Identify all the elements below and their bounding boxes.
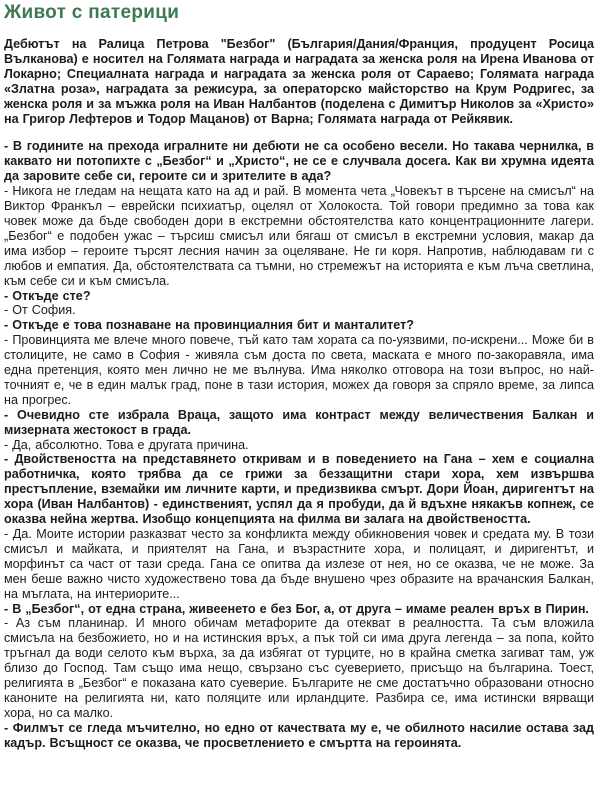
- article-intro: Дебютът на Ралица Петрова "Безбог" (България/Дания/Франция, продуцент Росица Вълканова) е носител на Голямата награда и наградата за женска роля на Ирена Иванова от Локарно; Специалната награда и наградата за женска роля от Сараево; Голямата награда «Златна роза», наградата за режисура, за операторско майсторство на Крум Родригес, за женска роля и за мъжка роля на Иван Налбантов (поделена с Димитър Николов за «Христо» на Григор Лефтеров и Тодор Мацанов) от Варна; Голямата награда от Рейкявик.: [4, 37, 594, 126]
- qa-list: [4, 139, 594, 750]
- question-paragraph: - Очевидно сте избрала Враца, защото има контраст между величествения Балкан и мизерната жестокост в града.: [4, 407, 594, 437]
- question-paragraph: - В „Безбог“, от една страна, живеенето е без Бог, а, от друга – имаме реален връх в Пирин.: [4, 601, 589, 616]
- question-paragraph: - Откъде сте?: [4, 288, 91, 303]
- question-paragraph: - Филмът се гледа мъчително, но едно от качествата му е, че обилното насилие остава зад кадър. Всъщност се оказва, че просветлението е смъртта на героинята.: [4, 720, 594, 750]
- answer-paragraph: - Да, абсолютно. Това е другата причина.: [4, 437, 249, 452]
- answer-paragraph: - Да. Моите истории разказват често за конфликта между обикновения човек и средата му. В този смисъл и майката, и приятелят на Гана, и възрастните хора, и полицаят, и диригентът, и морфинът са част от тази среда. Гана се опитва да излезе от нея, но се оказва, че не може. За мен беше важно чисто художествено това да бъде внушено чрез образите на врачанския Балкан, на мъглата, на интериорите...: [4, 527, 594, 601]
- article-title: Живот с патерици: [4, 2, 180, 23]
- question-paragraph: - Двойствеността на представянето откривам и в поведението на Гана – хем е социална работничка, която трябва да се грижи за беззащитни стари хора, хем извършва престъпление, вземайки им личните карти, и предизвиква смърт. Дори Йоан, диригентът на хора (Иван Налбантов) - единственият, успял да я пробуди, да й вдъхне някакъв копнеж, се оказва нейна жертва. Изобщо концепцията на филма ви залага на двойствеността.: [4, 452, 594, 527]
- answer-paragraph: - От София.: [4, 303, 76, 318]
- answer-paragraph: - Провинцията ме влече много повече, тъй като там хората са по-уязвими, по-искрени... Може би в столиците, не само в София - живяла съм доста по света, маската е много по-закоравяла, има една претенция, която мен лично не ме вълнува. Има няколко отговора на този въпрос, но най-точният е, че в един малък град, поне в тази история, можех да говоря за спряло време, за липса на прогрес.: [4, 333, 594, 407]
- answer-paragraph: - Аз съм планинар. И много обичам метафорите да отекват в реалността. Та съм вложила смисъла на безбожието, но и на истинския връх, а пък той си има друга легенда – за попа, който тръгнал да води селото към върха, за да избягат от турците, но в крайна сметка загиват там, уж близо до Господ. Там също има нещо, свързано със суеверието, присъщо на българина. Тоест, религията в „Безбог“ е показана като суеверие. Българите не сме достатъчно образовани относно каноните на религията ни, като поляците или ирландците. Разбира се, има истински вярващи хора, но са малко.: [4, 616, 594, 720]
- answer-paragraph: - Никога не гледам на нещата като на ад и рай. В момента чета „Човекът в търсене на смисъл“ на Виктор Франкъл – еврейски психиатър, оцелял от Холокоста. Той говори предимно за това как човек може да бъде свободен дори в екстремни обстоятелства като концентрационните лагери. „Безбог“ е подобен ужас – търсиш смисъл или бягаш от смисъл в екстремни условия, макар да има избор – героите търсят лесния начин за оцеляване. Не ги коря. Напротив, наблюдавам ги с любов и емпатия. Да, обстоятелствата са тъмни, но стремежът на историята е към лъча светлина, към себе си и към смисъла.: [4, 184, 594, 288]
- question-paragraph: - Откъде е това познаване на провинциалния бит и манталитет?: [4, 318, 414, 333]
- question-paragraph: - В годините на прехода игралните ни дебюти не са особено весели. Но такава чернилка, в каквато ни потопихте с „Безбог“ и „Христо“, не се е случвала досега. Как ви хрумна идеята да заровите себе си, героите си и зрителите в ада?: [4, 139, 594, 184]
